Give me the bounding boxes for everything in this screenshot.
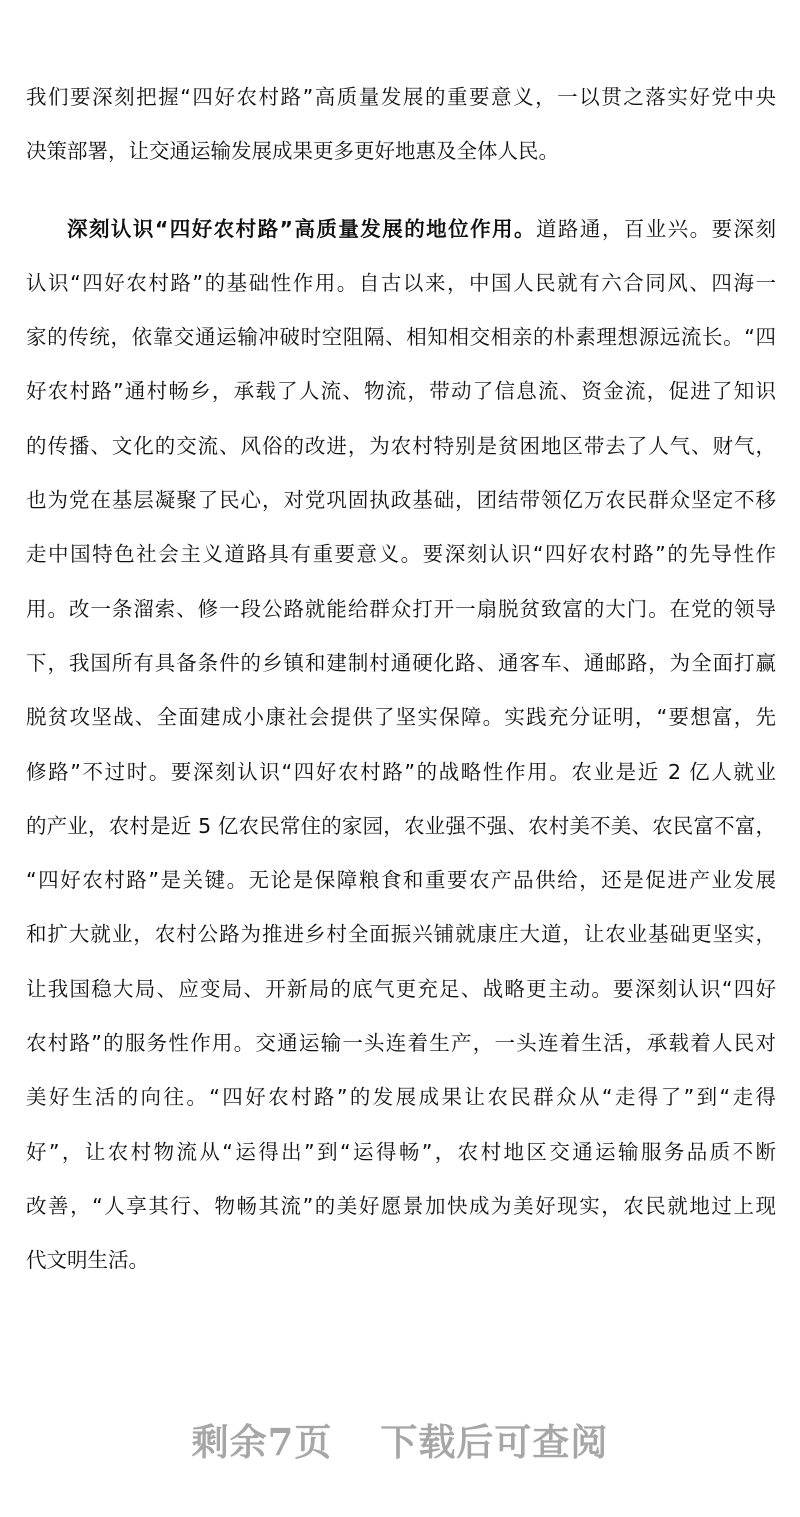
text-line: 用。改一条溜索、修一段公路就能给群众打开一扇脱贫致富的大门。在党的领导 — [26, 596, 776, 621]
download-prompt[interactable] — [0, 1412, 800, 1466]
text-line: 代文明生活。 — [26, 1248, 149, 1273]
text-line: 修路”不过时。要深刻认识“四好农村路”的战略性作用。农业是近 2 亿人就业 — [26, 759, 776, 784]
text-span: 道路通，百业兴。要深刻 — [535, 216, 776, 241]
paragraph-2 — [26, 202, 776, 1288]
text-line: 脱贫攻坚战、全面建成小康社会提供了坚实保障。实践充分证明，“要想富，先 — [26, 705, 776, 730]
text-line: 决策部署，让交通运输发展成果更多更好地惠及全体人民。 — [26, 139, 559, 164]
text-line: 好农村路”通村畅乡，承载了人流、物流，带动了信息流、资金流，促进了知识 — [26, 379, 776, 404]
text-line: 家的传统，依靠交通运输冲破时空阻隔、相知相交相亲的朴素理想源远流长。“四 — [26, 325, 776, 350]
remaining-pages-label: 剩余7页 — [191, 1420, 333, 1464]
text-line: 农村路”的服务性作用。交通运输一头连着生产，一头连着生活，承载着人民对 — [26, 1031, 776, 1056]
paragraph-1 — [26, 70, 776, 179]
text-line: 美好生活的向往。“四好农村路”的发展成果让农民群众从“走得了”到“走得 — [26, 1085, 776, 1110]
text-line: 也为党在基层凝聚了民心，对党巩固执政基础，团结带领亿万农民群众坚定不移 — [26, 488, 776, 513]
paragraph-heading: 深刻认识“四好农村路”高质量发展的地位作用。 — [67, 216, 536, 241]
text-line — [26, 202, 776, 256]
document-body — [26, 70, 776, 1288]
text-line: 走中国特色社会主义道路具有重要意义。要深刻认识“四好农村路”的先导性作 — [26, 542, 776, 567]
text-line: 让我国稳大局、应变局、开新局的底气更充足、战略更主动。要深刻认识“四好 — [26, 976, 776, 1001]
text-line: 和扩大就业，农村公路为推进乡村全面振兴铺就康庄大道，让农业基础更坚实， — [26, 922, 776, 947]
text-line: 的产业，农村是近 5 亿农民常住的家园，农业强不强、农村美不美、农民富不富， — [26, 813, 776, 838]
text-line: 认识“四好农村路”的基础性作用。自古以来，中国人民就有六合同风、四海一 — [26, 270, 776, 295]
text-line: 改善，“人享其行、物畅其流”的美好愿景加快成为美好现实，农民就地过上现 — [26, 1193, 776, 1218]
text-line: 好”，让农村物流从“运得出”到“运得畅”，农村地区交通运输服务品质不断 — [26, 1139, 776, 1164]
download-to-view-label: 下载后可查阅 — [380, 1420, 609, 1464]
text-line: 下，我国所有具备条件的乡镇和建制村通硬化路、通客车、通邮路，为全面打赢 — [26, 650, 776, 675]
text-line: 我们要深刻把握“四好农村路”高质量发展的重要意义，一以贯之落实好党中央 — [26, 85, 776, 109]
text-line: 的传播、文化的交流、风俗的改进，为农村特别是贫困地区带去了人气、财气， — [26, 433, 776, 458]
text-line: “四好农村路”是关键。无论是保障粮食和重要农产品供给，还是促进产业发展 — [26, 868, 776, 893]
